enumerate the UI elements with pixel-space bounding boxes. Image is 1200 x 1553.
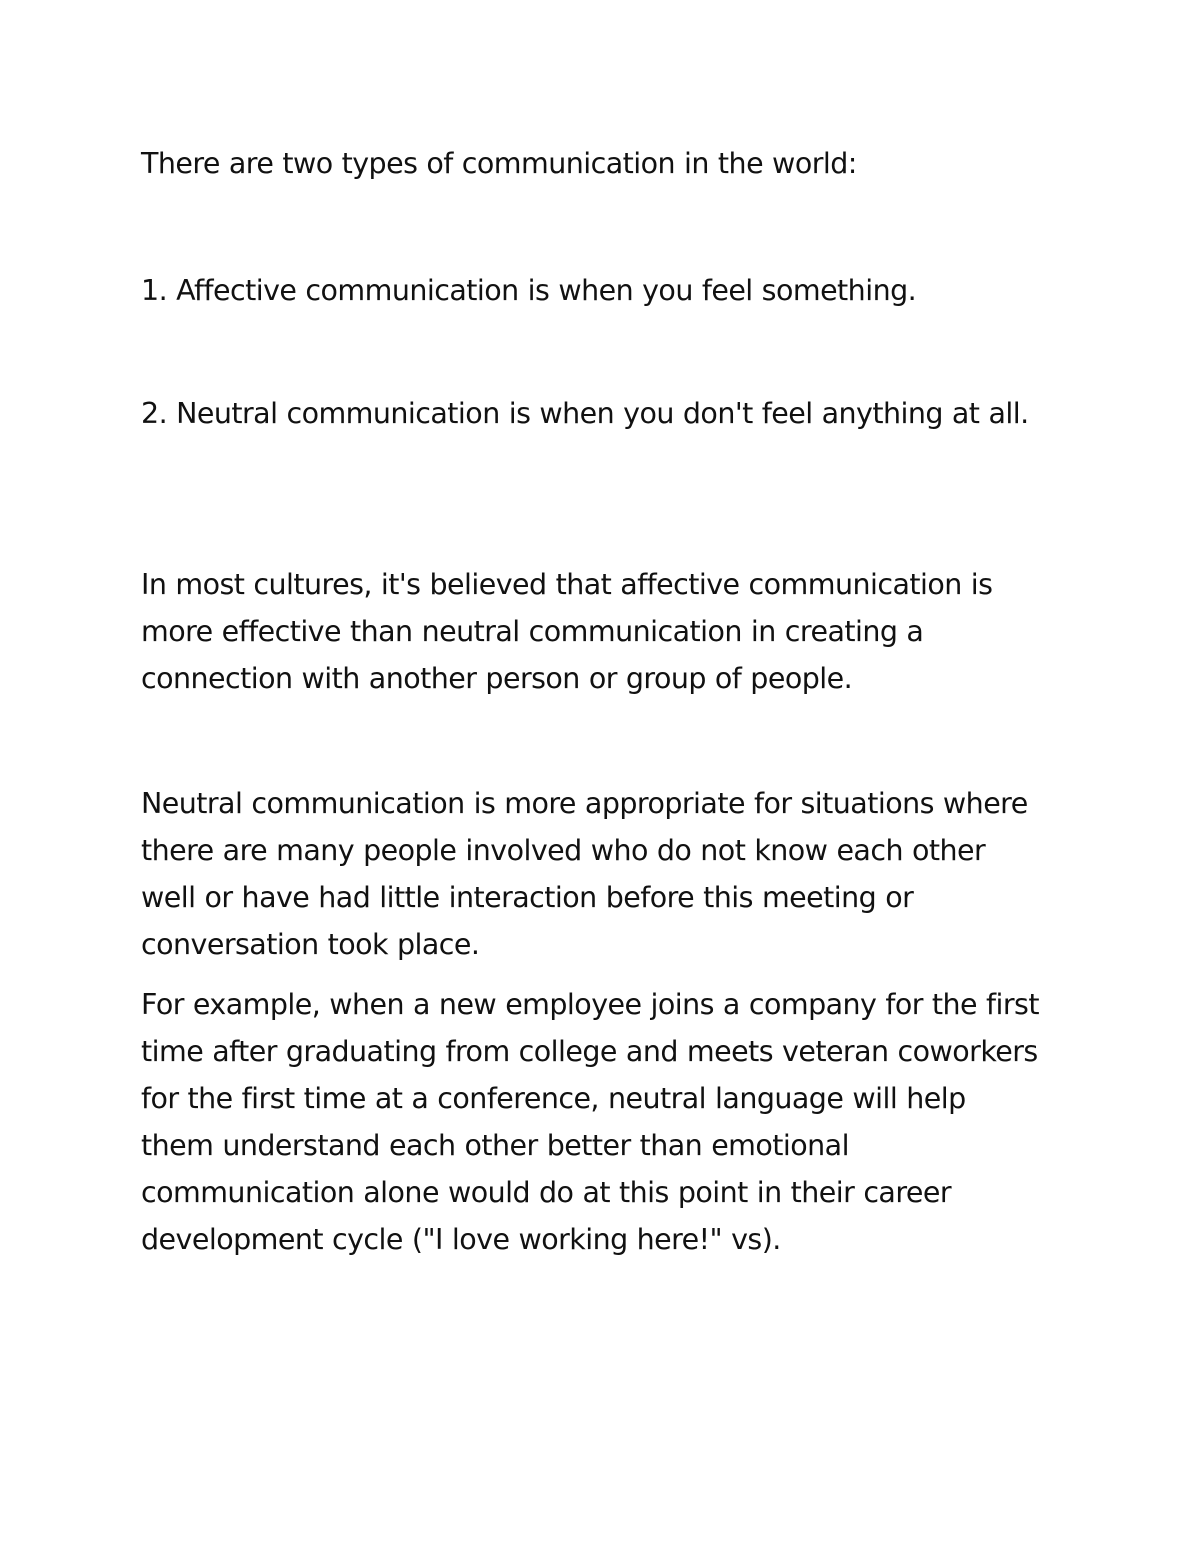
list-item-neutral: 2. Neutral communication is when you don't feel anything at all. xyxy=(141,397,1029,430)
neutral-appropriate-paragraph: Neutral communication is more appropriate for situations where there are many people involved who do not know each other well or have had little interaction before this meeting or conversation took place. xyxy=(141,787,1028,961)
intro-paragraph: There are two types of communication in the world: xyxy=(141,147,857,180)
example-paragraph: For example, when a new employee joins a company for the first time after graduating from college and meets veteran coworkers for the first time at a conference, neutral language will help them understand each other better than emotional communication alone would do at this point in their career development cycle ("I love working here!" vs). xyxy=(141,988,1039,1256)
cultures-paragraph: In most cultures, it's believed that affective communication is more effective than neutral communication in creating a connection with another person or group of people. xyxy=(141,568,993,695)
list-item-affective: 1. Affective communication is when you feel something. xyxy=(141,274,917,307)
